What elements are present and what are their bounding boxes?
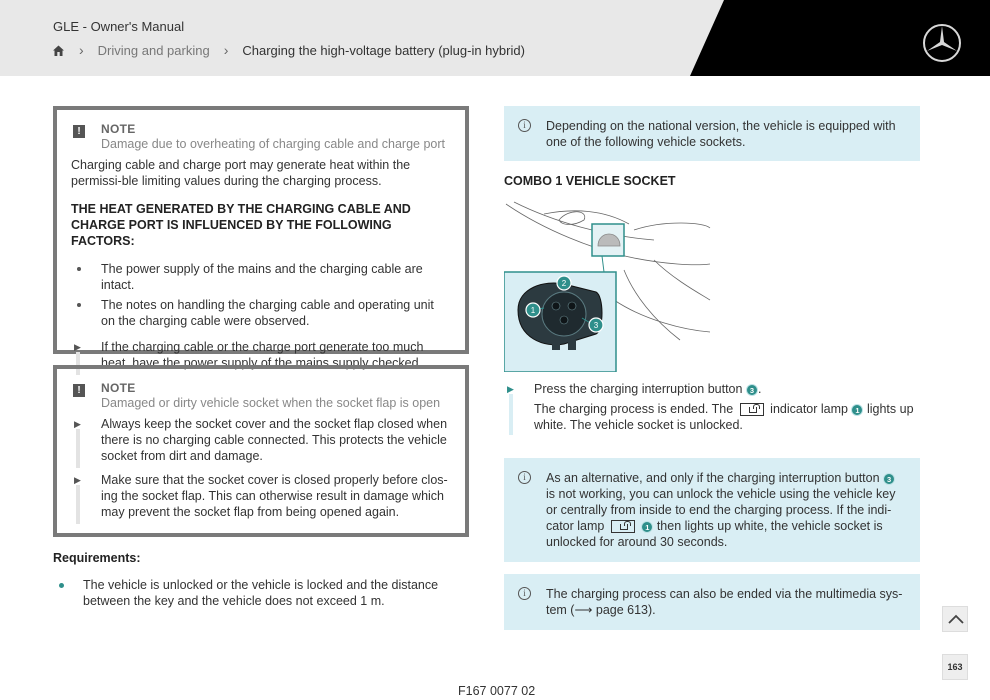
step-bar [76, 485, 80, 524]
note-subtitle: Damage due to overheating of charging cable and charge port [101, 137, 445, 151]
info-text: is not working, you can unlock the vehicle using the vehicle key or centrally from inside to end the charging process. If the indi-cator lamp [546, 487, 896, 533]
step-text: Make sure that the socket cover is closed properly before clos-ing the socket flap. This can otherwise result in damage which may prevent the socket flap from being opened again. [101, 473, 448, 519]
info-text: Depending on the national version, the vehicle is equipped with one of the following vehicle sockets. [546, 119, 896, 149]
list-item: The vehicle is unlocked or the vehicle is locked and the distance between the key and the vehicle does not exceed 1 m. [53, 577, 473, 609]
page-number-button[interactable]: 163 [942, 654, 968, 680]
note-subtitle: Damaged or dirty vehicle socket when the socket flap is open [101, 396, 441, 410]
note-label: NOTE [101, 381, 136, 395]
step-result [534, 401, 920, 433]
info-box-multimedia [504, 574, 920, 630]
callout-badge: 3 [746, 384, 758, 396]
note-label: NOTE [101, 122, 136, 136]
callout-1 [526, 303, 540, 317]
info-text: As an alternative, and only if the charging interruption button [546, 471, 880, 485]
callout-2 [557, 276, 571, 290]
info-text: The charging process can also be ended via the multimedia sys-tem (⟶ page 613). [546, 587, 903, 617]
step-text: If the charging cable or the charge port generate too much heat, have the power supply of the mains supply checked. [101, 340, 424, 370]
manual-title: GLE - Owner's Manual [53, 19, 185, 34]
requirements-title: Requirements: [53, 551, 141, 565]
breadcrumb-current: Charging the high-voltage battery (plug-in hybrid) [242, 42, 525, 58]
combo1-socket-illustration [504, 200, 712, 372]
note-step [71, 472, 451, 520]
step-text: Always keep the socket cover and the socket flap closed when there is no charging cable connected. This protects the vehicle socket from dirt and damage. [101, 417, 448, 463]
warning-icon: ! [73, 384, 85, 397]
callout-label: 1 [530, 306, 536, 315]
arrow-up-icon [948, 614, 964, 624]
result-text: lights up white. The vehicle socket is unlocked. [534, 402, 914, 432]
callout-badge: 1 [641, 521, 653, 533]
note-text: Charging cable and charge port may generate heat within the permissi-ble limiting values during the charging process. [71, 158, 411, 188]
breadcrumb-link-driving[interactable]: Driving and parking [97, 42, 210, 58]
result-text: The charging process is ended. The [534, 402, 734, 416]
info-box-alternative [504, 458, 920, 562]
step-arrow-icon: ▶ [507, 384, 514, 394]
step-bar [76, 429, 80, 468]
step-bar [509, 394, 513, 435]
step-arrow-icon: ▶ [74, 342, 81, 352]
breadcrumb [52, 42, 525, 58]
list-item: The notes on handling the charging cable and operating unit on the charging cable were observed. [71, 297, 451, 329]
chevron-right-icon: › [79, 42, 84, 58]
note-header [71, 381, 451, 410]
instruction-step [504, 381, 920, 433]
step-arrow-icon: ▶ [74, 475, 81, 485]
info-icon: i [518, 587, 531, 600]
callout-3 [589, 318, 603, 332]
scroll-to-top-button[interactable] [942, 606, 968, 632]
note-box-overheating [53, 106, 469, 370]
chevron-right-icon: › [223, 42, 229, 58]
section-title: COMBO 1 VEHICLE SOCKET [504, 174, 676, 188]
info-box-sockets [504, 106, 920, 161]
info-icon: i [518, 471, 531, 484]
header-bar [0, 0, 990, 76]
list-item: The power supply of the mains and the charging cable are intact. [71, 261, 451, 293]
requirements-list [53, 577, 473, 609]
info-icon: i [518, 119, 531, 132]
note-bullet-list [71, 261, 451, 329]
note-header [71, 122, 451, 151]
callout-badge: 1 [851, 404, 863, 416]
note-step [71, 416, 451, 464]
note-caps-heading: THE HEAT GENERATED BY THE CHARGING CABLE AND CHARGE PORT IS INFLUENCED BY THE FOLLOWING FACTORS: [71, 202, 411, 248]
step-text: Press the charging interruption button [534, 382, 743, 396]
footer-code: F167 0077 02 [458, 684, 536, 698]
result-text: indicator lamp [770, 402, 848, 416]
step-arrow-icon: ▶ [74, 419, 81, 429]
unlock-lamp-icon [740, 403, 764, 416]
home-icon[interactable] [52, 44, 65, 57]
warning-icon: ! [73, 125, 85, 138]
unlock-lamp-icon [611, 520, 635, 533]
step-text: . [757, 382, 762, 396]
callout-label: 2 [561, 279, 567, 288]
mercedes-star-logo [922, 23, 962, 63]
callout-badge: 3 [883, 473, 895, 485]
press-instruction [504, 381, 920, 433]
callout-label: 3 [593, 321, 599, 330]
info-text: then lights up white, the vehicle socket is unlocked for around 30 seconds. [546, 519, 883, 549]
note-box-socket [53, 365, 469, 537]
